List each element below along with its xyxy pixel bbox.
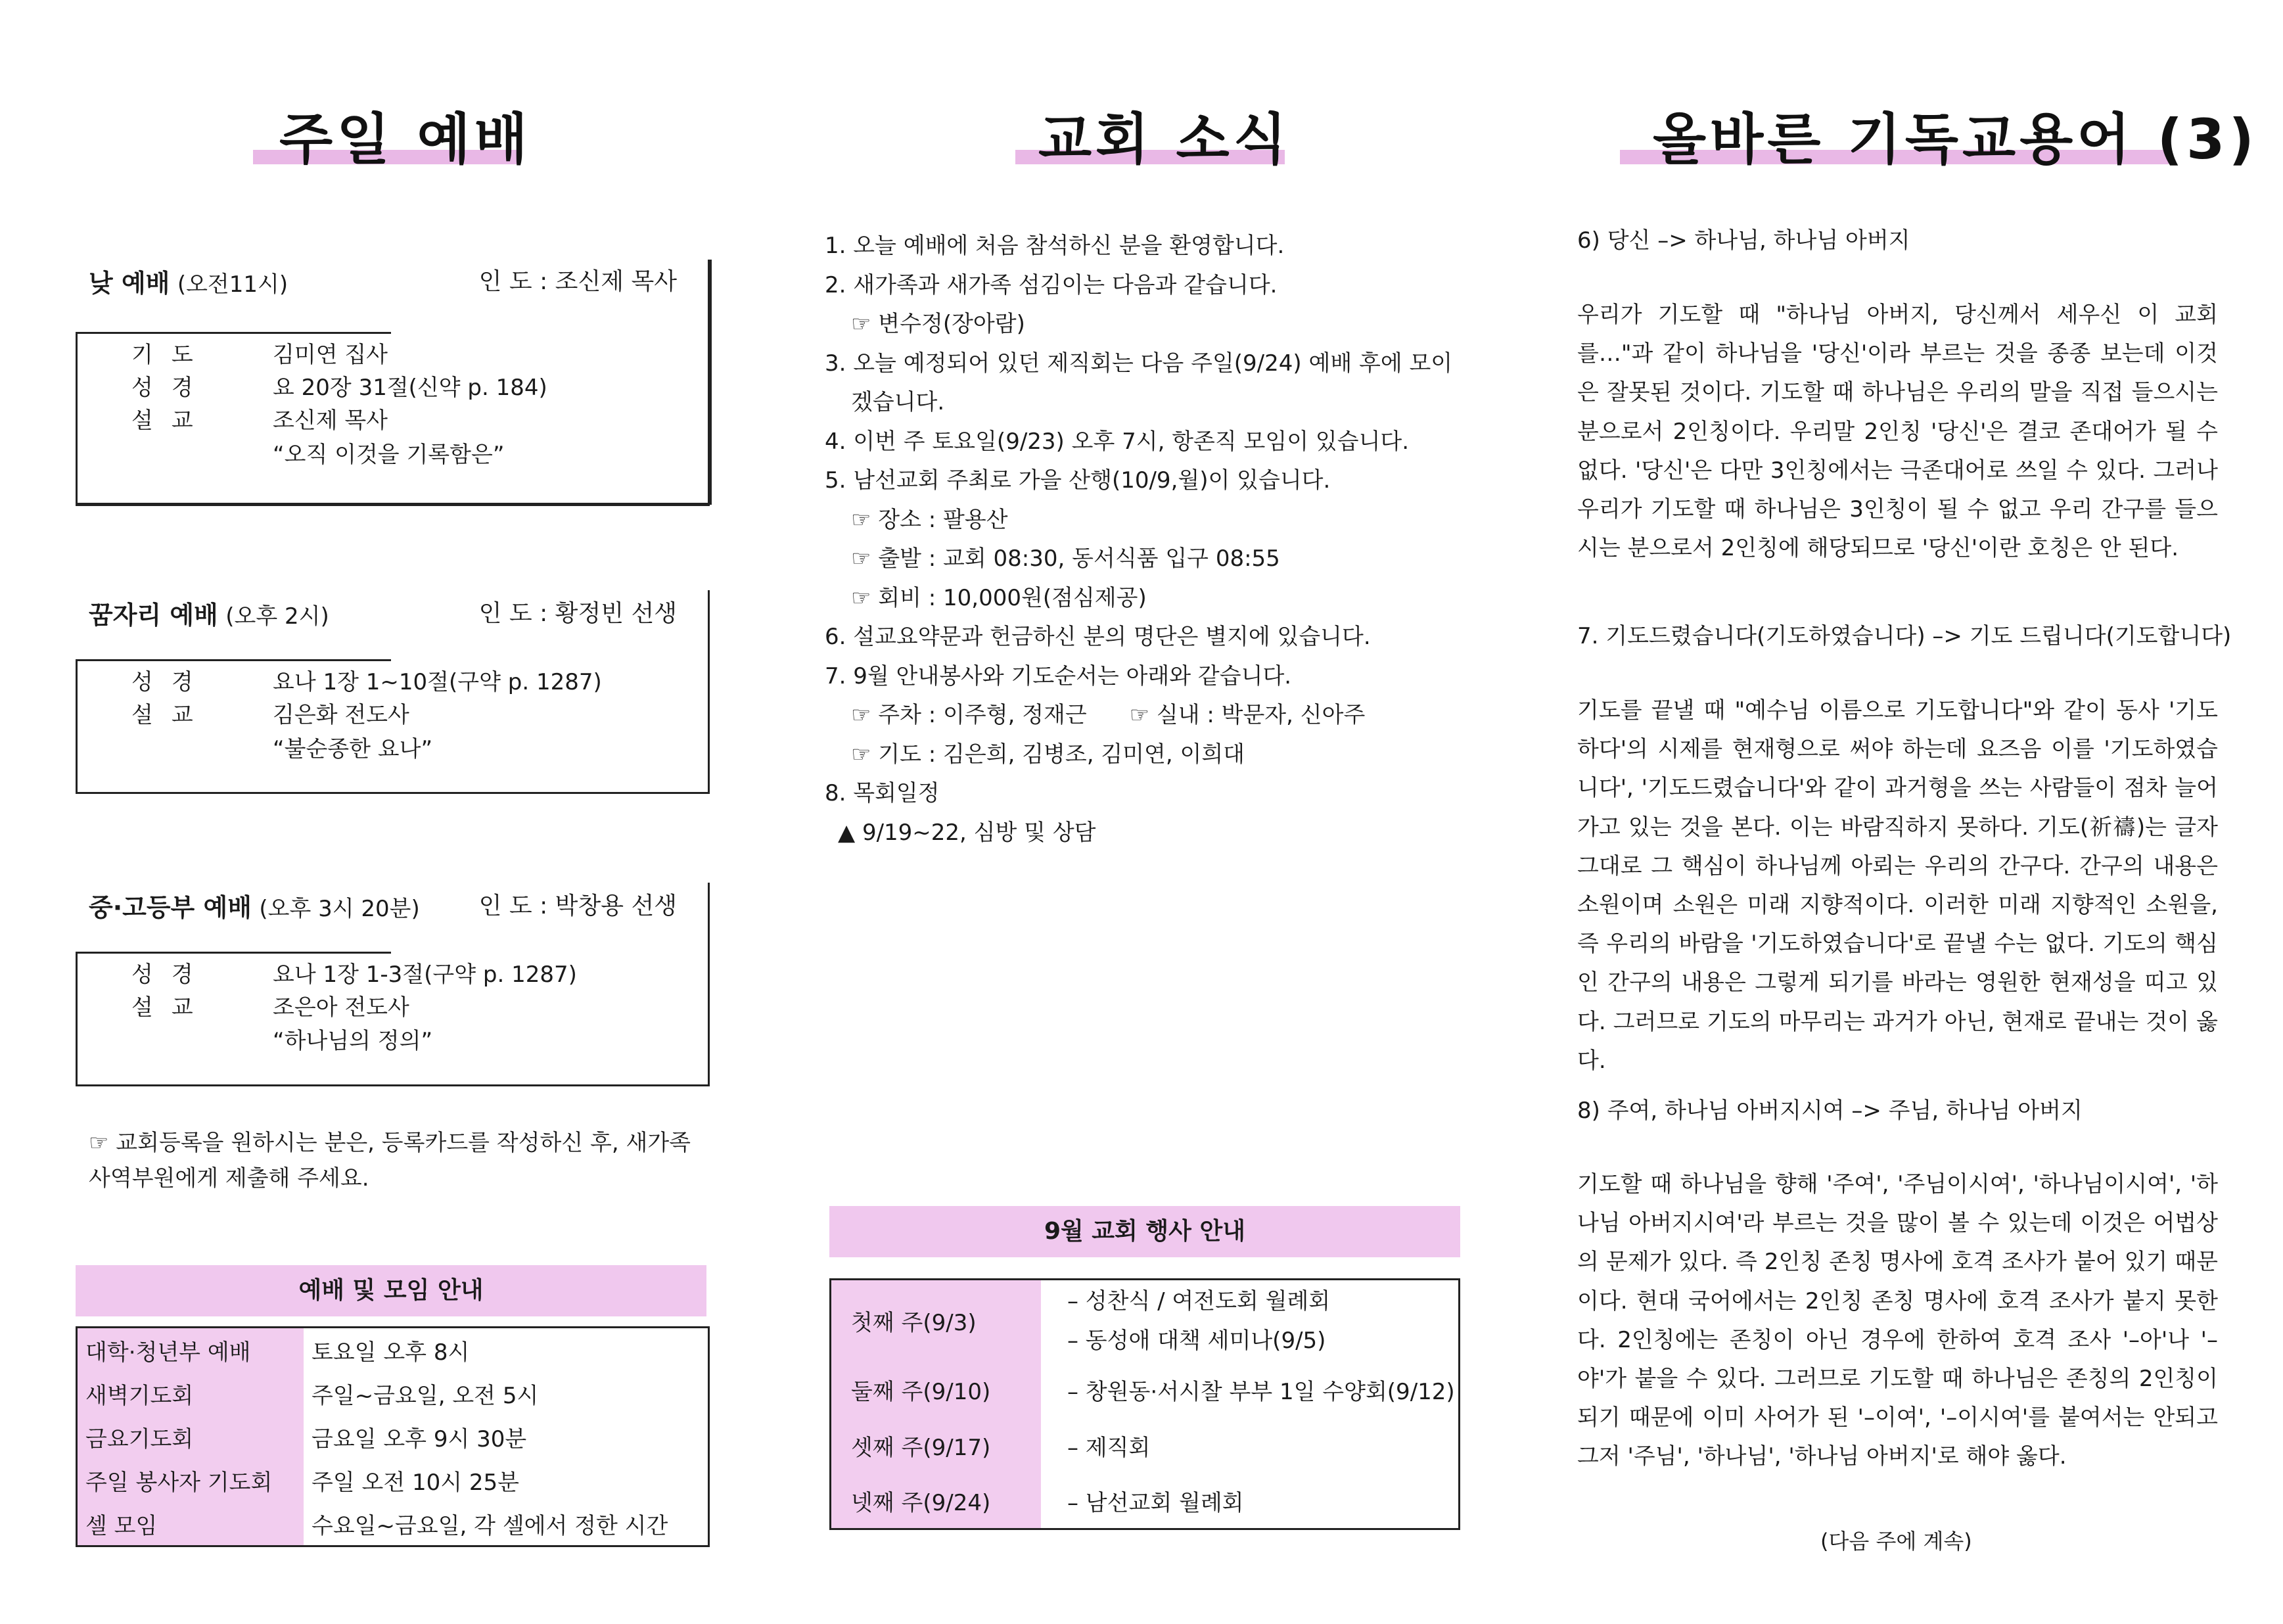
right-title: 올바른 기독교용어 (3) [1653,107,2258,172]
table-row [77,1458,709,1502]
schedule-table [76,1326,710,1547]
term-heading: 8) 주여, 하나님 아버지시여 –> 주님, 하나님 아버지 [1577,1098,2083,1124]
event-week: 셋째 주(9/17) [831,1418,1042,1473]
schedule-title: 예배 및 모임 안내 [76,1265,706,1316]
news-item: ☞ 회비 : 10,000원(점심제공) [851,584,1147,611]
term-body: 기도할 때 하나님을 향해 '주여', '주님이시여', '하나님이시여', '하나님 아버지시여'라 부르는 것을 많이 볼 수 있는데 이것은 어법상의 문제가 있다. 즉 2인칭 존칭 명사에 호격 조사가 붙어 있기 때문이다. 현대 국어에서는 2인칭 존칭 명사에 호격 조사가 붙지 못한다. 2인칭에는 존칭이 아닌 경우에 한하여 호격 조사 '–아'나 '–야'가 붙을 수 있다. 그러므로 기도할 때 하나님은 존칭의 2인칭이 되기 때문에 이미 사어가 된 '–이여', '–이시여'를 붙여서는 안되고 그저 '주님', '하나님', '하나님 아버지'로 해야 옳다. [1577,1171,2218,1470]
news-item: 3. 오늘 예정되어 있던 제직회는 다음 주일(9/24) 예배 후에 모이 [825,350,1453,377]
table-row [77,1502,709,1546]
news-item: 6. 설교요약문과 헌금하신 분의 명단은 별지에 있습니다. [825,624,1371,650]
left-title: 주일 예배 [279,107,532,172]
service-box-day-inner-top [76,332,391,334]
schedule-time: 주일 오전 10시 25분 [311,1469,520,1496]
table-row [831,1280,1460,1362]
table-row [831,1418,1460,1473]
news-list [825,227,1482,852]
event-item: – 성찬식 / 여전도회 월례회 [1067,1288,1331,1314]
schedule-name: 대학·청년부 예배 [77,1328,304,1372]
news-item: ☞ 변수정(장아람) [851,311,1025,337]
service-time: (오전11시) [177,271,288,298]
service-time: (오후 2시) [225,603,329,630]
news-item: 7. 9월 안내봉사와 기도순서는 아래와 같습니다. [825,662,1292,689]
event-item: – 동성애 대책 세미나(9/5) [1067,1327,1326,1354]
service-name: 꿈자리 예배 [89,601,218,630]
middle-title: 교회 소식 [1038,107,1291,172]
event-week: 첫째 주(9/3) [831,1280,1042,1362]
schedule-time: 금요일 오후 9시 30분 [311,1426,527,1452]
news-item: 1. 오늘 예배에 처음 참석하신 분을 환영합니다. [825,233,1285,259]
continued-note: (다음 주에 계속) [1820,1529,1972,1554]
service-box-day-right [708,260,710,506]
table-row [77,1415,709,1458]
news-item: ▲ 9/19~22, 심방 및 상담 [838,819,1096,846]
service-name: 중·고등부 예배 [89,893,252,922]
events-title: 9월 교회 행사 안내 [829,1206,1460,1257]
service-box-children-inner-top [76,659,391,661]
news-item: ☞ 주차 : 이주형, 정재근 ☞ 실내 : 박문자, 신아주 [851,702,1366,728]
event-week: 넷째 주(9/24) [831,1473,1042,1529]
service-header-youth [89,887,677,923]
service-leader: 인 도 : 조신제 목사 [478,268,677,295]
service-box-day-bottom [76,504,710,506]
service-box-children-right [708,590,710,794]
service-time: (오후 3시 20분) [259,896,420,922]
news-item: 4. 이번 주 토요일(9/23) 오후 7시, 항존직 모임이 있습니다. [825,428,1410,455]
service-box-youth-left [76,952,78,1086]
news-item: 8. 목회일정 [825,780,940,806]
service-leader: 인 도 : 황정빈 선생 [478,600,677,627]
schedule-name: 주일 봉사자 기도회 [77,1458,304,1502]
table-row [831,1473,1460,1529]
service-box-youth-bottom [76,1084,710,1086]
event-items [1041,1280,1460,1362]
event-item: – 창원동·서시찰 부부 1일 수양회(9/12) [1067,1378,1455,1405]
news-item: 겠습니다. [851,389,945,415]
registration-note: ☞ 교회등록을 원하시는 분은, 등록카드를 작성하신 후, 새가족 사역부원에게 제출해 주세요. [89,1130,691,1192]
event-item: – 남선교회 월례회 [1067,1489,1244,1516]
news-item: ☞ 장소 : 팔용산 [851,506,1008,533]
news-item: ☞ 출발 : 교회 08:30, 동서식품 입구 08:55 [851,545,1280,572]
news-item: ☞ 기도 : 김은희, 김병조, 김미연, 이희대 [851,741,1245,768]
service-box-youth-right [708,883,710,1086]
service-box-children-bottom [76,792,710,794]
table-row [77,1372,709,1415]
service-box-youth-inner-top [76,952,391,954]
service-leader: 인 도 : 박창용 선생 [478,893,677,919]
term-body: 우리가 기도할 때 "하나님 아버지, 당신께서 세우신 이 교회를…"과 같이 하나님을 '당신'이라 부르는 것을 종종 보는데 이것은 잘못된 것이다. 기도할 때 하나님은 우리의 말을 직접 들으시는 분으로서 2인칭이다. 우리말 2인칭 '당신'은 결코 존대어가 될 수 없다. '당신'은 다만 3인칭에서는 극존대어로 쓰일 수 있다. 그러나 우리가 기도할 때 하나님은 3인칭이 될 수 없고 우리 간구를 들으시는 분으로서 2인칭에 해당되므로 '당신'이란 호칭은 안 된다. [1577,302,2218,562]
term-heading: 6) 당신 –> 하나님, 하나님 아버지 [1577,227,1910,254]
service-name: 낮 예배 [89,269,170,298]
schedule-name: 셀 모임 [77,1502,304,1546]
schedule-name: 금요기도회 [77,1415,304,1458]
events-table [829,1278,1460,1530]
service-box-children-left [76,659,78,794]
service-header-children [89,595,677,631]
table-row [831,1362,1460,1418]
news-item: 2. 새가족과 새가족 섬김이는 다음과 같습니다. [825,271,1278,298]
term-body: 기도를 끝낼 때 "예수님 이름으로 기도합니다"와 같이 동사 '기도하다'의 시제를 현재형으로 써야 하는데 요즈음 이를 '기도하였습니다', '기도드렸습니다'와 같이 과거형을 쓰는 사람들이 점차 늘어가고 있는 것을 본다. 이는 바람직하지 못하다. 기도(祈禱)는 글자 그대로 그 핵심이 하나님께 아뢰는 우리의 간구다. 간구의 내용은 소원이며 소원은 미래 지향적이다. 이러한 미래 지향적인 소원을, 즉 우리의 바람을 '기도하였습니다'로 끝낼 수는 없다. 기도의 핵심인 간구의 내용은 그렇게 되기를 바라는 영원한 현재성을 띠고 있다. 그러므로 기도의 마무리는 과거가 아닌, 현재로 끝내는 것이 옳다. [1577,697,2218,1074]
term-heading: 7. 기도드렸습니다(기도하였습니다) –> 기도 드립니다(기도합니다) [1577,623,2232,649]
table-row [77,1328,709,1372]
event-week: 둘째 주(9/10) [831,1362,1042,1418]
schedule-name: 새벽기도회 [77,1372,304,1415]
service-box-day-left [76,332,78,506]
news-item: 5. 남선교회 주최로 가을 산행(10/9,월)이 있습니다. [825,467,1331,494]
schedule-time: 토요일 오후 8시 [311,1339,470,1366]
event-item: – 제직회 [1067,1434,1151,1461]
schedule-time: 수요일~금요일, 각 셀에서 정한 시간 [311,1512,668,1539]
schedule-time: 주일~금요일, 오전 5시 [311,1382,539,1409]
